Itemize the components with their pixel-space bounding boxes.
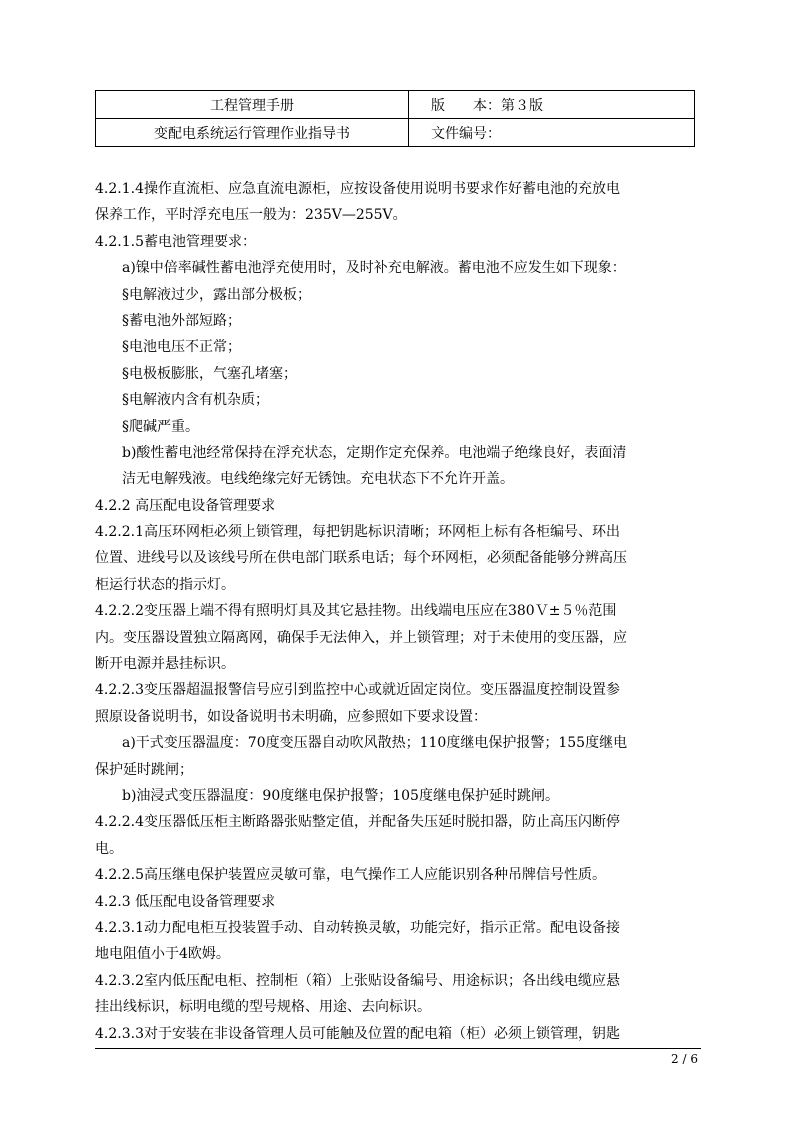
body-line: 4.2.1.4操作直流柜、应急直流电源柜，应按设备使用说明书要求作好蓄电池的充放电 [95,181,620,197]
body-line: 内。变压器设置独立隔离网，确保手无法伸入，并上锁管理；对于未使用的变压器，应 [95,629,627,646]
body-line: 保护延时跳闸； [95,761,193,778]
body-line: 柜运行状态的指示灯。 [95,576,235,593]
body-line: 断开电源并悬挂标识。 [95,656,235,673]
body-line: 4.2.3.2室内低压配电柜、控制柜（箱）上张贴设备编号、用途标识；各出线电缆应悬 [95,972,620,989]
body-line: 4.2.3.3对于安装在非设备管理人员可能触及位置的配电箱（柜）必须上锁管理，钥匙 [95,1025,620,1042]
body-line: 挂出线标识，标明电缆的型号规格、用途、去向标识。 [95,999,431,1016]
body-line: 4.2.2.2变压器上端不得有照明灯具及其它悬挂物。出线端电压应在380Ｖ±５％范围 [95,603,617,620]
body-line: b)酸性蓄电池经常保持在浮充状态，定期作定充保养。电池端子绝缘良好，表面清 [122,444,627,461]
manual-title-cell: 工程管理手册 [96,91,409,119]
file-number-cell: 文件编号： [409,119,695,147]
body-line: a)干式变压器温度：70度变压器自动吹风散热；110度继电保护报警；155度继电 [122,735,628,752]
body-line: 地电阻值小于4欧姆。 [95,946,230,963]
document-title-cell: 变配电系统运行管理作业指导书 [96,119,409,147]
body-line: 照原设备说明书，如设备说明书未明确，应参照如下要求设置： [95,708,487,725]
body-line: 洁无电解残液。电线绝缘完好无锈蚀。充电状态下不允许开盖。 [122,471,514,488]
body-line: 电。 [95,840,123,857]
body-line: b)油浸式变压器温度：90度继电保护报警；105度继电保护延时跳闸。 [122,787,559,804]
body-line: 4.2.2.4变压器低压柜主断路器张贴整定值，并配备失压延时脱扣器，防止高压闪断停 [95,814,620,831]
body-line: 4.2.2.5高压继电保护装置应灵敏可靠，电气操作工人应能识别各种吊牌信号性质。 [95,867,606,884]
body-line: 4.2.3.1动力配电柜互投装置手动、自动转换灵敏，功能完好，指示正常。配电设备接 [95,919,620,936]
body-line: 4.2.1.5蓄电池管理要求： [95,233,256,250]
body-line: 保养工作，平时浮充电压一般为：235V—255V。 [95,207,407,224]
version-cell: 版 本：第３版 [409,91,695,119]
body-line: 位置、进线号以及该线号所在供电部门联系电话；每个环网柜，必须配备能够分辨高压 [95,550,627,567]
footer-rule [95,1048,701,1049]
body-line: 4.2.2.3变压器超温报警信号应引到监控中心或就近固定岗位。变压器温度控制设置参 [95,682,620,699]
section-heading: 4.2.2 高压配电设备管理要求 [95,497,276,514]
body-line: 4.2.2.1高压环网柜必须上锁管理，每把钥匙标识清晰；环网柜上标有各柜编号、环出 [95,524,620,541]
body-line: §电解液过少，露出部分极板； [122,286,311,303]
body-line: §电极板膨胀，气塞孔堵塞； [122,365,297,382]
body-line: §蓄电池外部短路； [122,312,241,329]
body-line: §爬碱严重。 [122,418,199,435]
section-heading: 4.2.3 低压配电设备管理要求 [95,893,276,910]
body-line: a)镍中倍率碱性蓄电池浮充使用时，及时补充电解液。蓄电池不应发生如下现象： [122,260,626,277]
body-line: §电解液内含有机杂质； [122,392,269,409]
document-header-table [95,90,695,147]
document-body [95,176,702,1047]
body-line: §电池电压不正常； [122,339,241,356]
page-number: 2 / 6 [671,1052,698,1066]
